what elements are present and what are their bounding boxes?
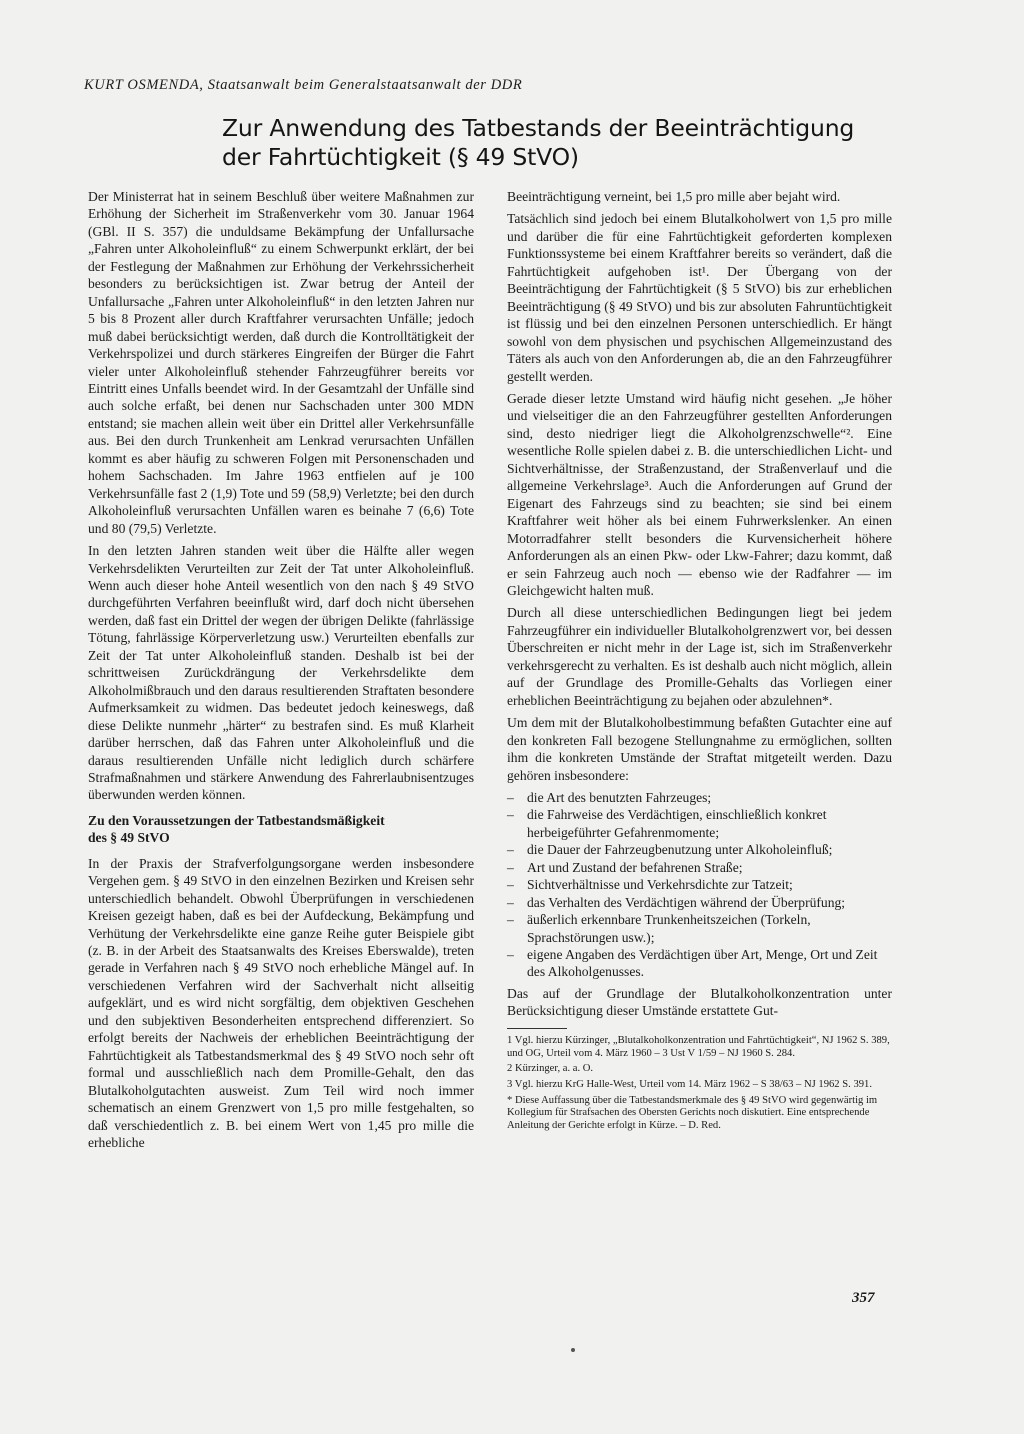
paragraph: Tatsächlich sind jedoch bei einem Blutalkoholwert von 1,5 pro mille und darüber die für eine Fahrtüchtigkeit geforderten komplexen Funktionssysteme bei einem Kraftfahrer bereits so verändert, daß die Fahrtüchtigkeit aufgehoben ist¹. Der Übergang von der Beeinträchtigung der Fahrtüchtigkeit (§ 5 StVO) bis zur erheblichen Beeinträchtigung (§ 49 StVO) und bis zur absoluten Fahruntüchtigkeit ist flüssig und bei den einzelnen Personen unterschiedlich. Er hängt sowohl von dem physischen und psychischen Allgemeinzustand des Täters als auch von den Anforderungen ab, die an den Fahrzeugführer gestellt werden.	[507, 211, 892, 384]
list-item: – eigene Angaben des Verdächtigen über Art, Menge, Ort und Zeit des Alkoholgenusses.	[507, 946, 892, 981]
footnotes	[507, 1035, 892, 1133]
left-column	[88, 188, 474, 1156]
footnote: 3 Vgl. hierzu KrG Halle-West, Urteil vom 14. März 1962 – S 38/63 – NJ 1962 S. 391.	[507, 1078, 872, 1090]
paragraph: Gerade dieser letzte Umstand wird häufig nicht gesehen. „Je höher und vielseitiger die an den Fahrzeugführer gestellten Anforderungen sind, desto niedriger liegt die Alkoholgrenzschwelle“². Eine wesentliche Rolle spielen dabei z. B. die unterschiedlichen Licht- und Sichtverhältnisse, der Straßenzustand, der Straßenverlauf und die allgemeine Verkehrslage³. Auch die Anforderungen auf Grund der Eigenart des Fahrzeugs sind zu beachten; sie sind bei einem Kraftfahrer weit höher als bei einem Fuhrwerkslenker. An einen Motorradfahrer stellt besonders die Kurvensicherheit höhere Anforderungen als an einen Pkw- oder Lkw-Fahrer; dazu kommt, daß er sein Fahrzeug auch noch — ebenso wie der Radfahrer — im Gleichgewicht halten muß.	[507, 390, 892, 598]
page-number: 357	[852, 1290, 875, 1306]
list-item: – Sichtverhältnisse und Verkehrsdichte zur Tatzeit;	[507, 876, 892, 893]
author-line: KURT OSMENDA, Staatsanwalt beim Generalstaatsanwalt der DDR	[84, 77, 523, 93]
section-heading-line-1: Zu den Voraussetzungen der Tatbestandsmäßigkeit	[88, 812, 385, 828]
footnote: * Diese Auffassung über die Tatbestandsmerkmale des § 49 StVO wird gegenwärtig im Kollegium für Strafsachen des Obersten Gerichts noch diskutiert. Eine entsprechende Anleitung der Gerichte erfolgt in Kürze. – D. Red.	[507, 1094, 878, 1132]
title-line-1: Zur Anwendung des Tatbestands der Beeinträchtigung	[222, 114, 855, 142]
paragraph: Der Ministerrat hat in seinem Beschluß über weitere Maßnahmen zur Erhöhung der Sicherheit im Straßenverkehr vom 30. Januar 1964 (GBl. II S. 357) die unduldsame Bekämpfung der Unfallursache „Fahren unter Alkoholeinfluß“ zu einem Schwerpunkt erklärt, der bei der Festlegung der Maßnahmen zur Erhöhung der Verkehrssicherheit besonders zu berücksichtigen ist. Zwar betrug der Anteil der Unfallursache „Fahren unter Alkoholeinfluß“ in den letzten Jahren nur 5 bis 8 Prozent aller durch Kraftfahrer verursachten Unfälle; jedoch muß dabei berücksichtigt werden, daß durch die Kontrolltätigkeit der Verkehrspolizei und durch stärkeres Eingreifen der Bürger die Fahrt vieler unter Alkoholeinfluß stehender Fahrzeugführer bereits vor Eintritt eines Unfalls beendet wird. In der Gesamtzahl der Unfälle sind auch solche erfaßt, bei denen nur Sachschaden unter 300 MDN entstand; sie machen allein weit über ein Drittel aller Verkehrsunfälle aus. Bei den durch Trunkenheit am Lenkrad verursachten Unfällen kommt es aber häufig zu schweren Folgen mit Personenschaden und hohem Sachschaden. Im Jahre 1963 entfielen auf je 100 Verkehrsunfälle fast 2 (1,9) Tote und 59 (58,9) Verletzte; bei den durch Alkoholeinfluß verursachten Unfällen waren es beinahe 7 (6,6) Tote und 80 (79,5) Verletzte.	[88, 189, 474, 536]
right-column	[507, 188, 892, 1136]
section-heading-line-2: des § 49 StVO	[88, 830, 170, 846]
list-item: – die Dauer der Fahrzeugbenutzung unter Alkoholeinfluß;	[507, 841, 892, 858]
list-item: – das Verhalten des Verdächtigen während der Überprüfung;	[507, 894, 892, 911]
section-heading	[88, 812, 474, 847]
paragraph: Durch all diese unterschiedlichen Bedingungen liegt bei jedem Fahrzeugführer ein individueller Blutalkoholgrenzwert vor, bei dessen Überschreiten er nicht mehr in der Lage ist, sich im Straßenverkehr verkehrsgerecht zu verhalten. Es ist deshalb auch nicht möglich, allein auf der Grundlage des Promille-Gehalts das Vorliegen einer erheblichen Beeinträchtigung zu bejahen oder abzulehnen*.	[507, 605, 892, 708]
footnote-separator	[507, 1028, 567, 1029]
paragraph: Um dem mit der Blutalkoholbestimmung befaßten Gutachter eine auf den konkreten Fall bezogene Stellungnahme zu ermöglichen, sollten ihm die konkreten Umstände der Straftat mitgeteilt werden. Dazu gehören insbesondere:	[507, 715, 892, 783]
title-line-2: der Fahrtüchtigkeit (§ 49 StVO)	[222, 143, 579, 171]
list-item: – äußerlich erkennbare Trunkenheitszeichen (Torkeln, Sprachstörungen usw.);	[507, 911, 892, 946]
footnote: 2 Kürzinger, a. a. O.	[507, 1063, 594, 1075]
paragraph: Beeinträchtigung verneint, bei 1,5 pro mille aber bejaht wird.	[507, 189, 841, 204]
print-speck	[571, 1348, 575, 1352]
paragraph: In den letzten Jahren standen weit über die Hälfte aller wegen Verkehrsdelikten Verurteilten zur Zeit der Tat unter Alkoholeinfluß. Wenn auch dieser hohe Anteil wesentlich von den nach § 49 StVO durchgeführten Verfahren beeinflußt wird, darf doch nicht übersehen werden, daß fast ein Drittel der wegen der übrigen Delikte (fahrlässige Tötung, fahrlässige Körperverletzung usw.) Verurteilten ebenfalls zur Zeit der Tat unter Alkoholeinfluß standen. Deshalb ist bei der schrittweisen Zurückdrängung der Verkehrsdelikte dem Alkoholmißbrauch und den daraus resultierenden Straftaten besondere Aufmerksamkeit zu widmen. Das bedeutet jedoch keineswegs, daß diese Delikte nunmehr „härter“ zu bestrafen sind. Es muß Klarheit darüber herrschen, daß das Fahren unter Alkoholeinfluß und die daraus resultierenden Unfälle nicht lediglich durch schärfere Strafmaßnahmen und stärkere Anwendung des Fahrerlaubnisentzuges überwunden werden können.	[88, 543, 474, 803]
paragraph: In der Praxis der Strafverfolgungsorgane werden insbesondere Vergehen gem. § 49 StVO in den einzelnen Bezirken und Kreisen sehr unterschiedlich behandelt. Obwohl Überprüfungen in verschiedenen Kreisen gezeigt haben, daß es bei der Aufdeckung, Bekämpfung und Verhütung der Verkehrsdelikte eine ganze Reihe guter Beispiele gibt (z. B. in der Arbeit des Staatsanwalts des Kreises Eberswalde), treten gerade in Verfahren nach § 49 StVO noch erhebliche Mängel auf. In verschiedenen Verfahren wird der Sachverhalt nicht allseitig aufgeklärt, und es wird nicht sorgfältig, dem objektiven Geschehen und den subjektiven Besonderheiten entsprechend differenziert. So erfolgt bereits der Nachweis der erheblichen Beeinträchtigung der Fahrtüchtigkeit als Tatbestandsmerkmal des § 49 StVO noch sehr oft formal und ausschließlich nach dem Promille-Gehalt, den das Blutalkoholgutachten ausweist. Zum Teil wird noch immer schematisch an einem Grenzwert von 1,5 pro mille festgehalten, so daß verschiedentlich z. B. bei einem Wert von 1,45 pro mille die erhebliche	[88, 855, 474, 1151]
footnote: 1 Vgl. hierzu Kürzinger, „Blutalkoholkonzentration und Fahrtüchtigkeit“, NJ 1962 S. 389, und OG, Urteil vom 4. März 1960 – 3 Ust V 1/59 – NJ 1960 S. 284.	[507, 1034, 890, 1059]
list-item: – Art und Zustand der befahrenen Straße;	[507, 859, 892, 876]
circumstances-list	[507, 789, 892, 981]
paragraph: Das auf der Grundlage der Blutalkoholkonzentration unter Berücksichtigung dieser Umstände erstattete Gut-	[507, 985, 892, 1019]
list-item: – die Art des benutzten Fahrzeuges;	[507, 789, 892, 806]
list-item: – die Fahrweise des Verdächtigen, einschließlich konkret herbeigeführter Gefahrenmomente;	[507, 806, 892, 841]
article-title	[222, 114, 882, 172]
